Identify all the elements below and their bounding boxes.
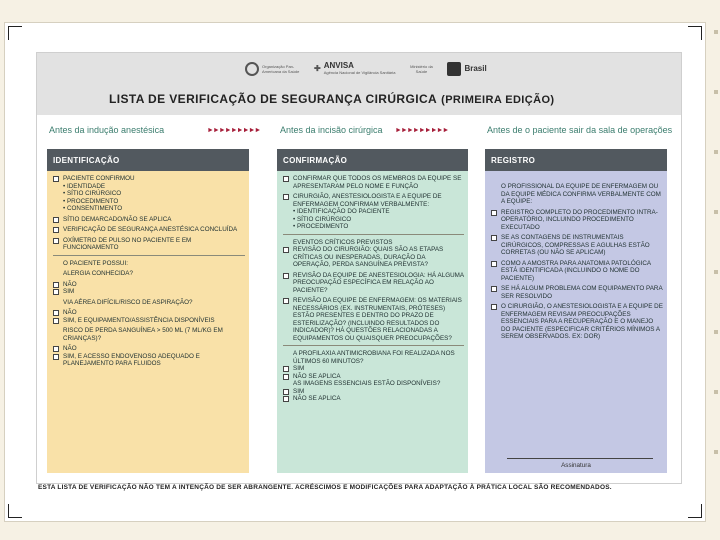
list-item: REGISTRO COMPLETO DO PROCEDIMENTO INTRA-OPERATÓRIO, INCLUINDO PROCEDIMENTO EXECUTADO bbox=[491, 209, 663, 232]
list-item: PACIENTE CONFIRMOU • IDENTIDADE • SÍTIO CIRÚRGICO • PROCEDIMENTO • CONSENTIMENTO bbox=[53, 175, 245, 213]
checkbox[interactable] bbox=[283, 366, 289, 372]
phase-1: Antes da indução anestésica bbox=[49, 125, 165, 135]
column-confirmacao bbox=[277, 149, 468, 473]
side-decoration bbox=[710, 30, 720, 510]
phase-2: Antes da incisão cirúrgica bbox=[280, 125, 383, 135]
crop-mark-bottom-left bbox=[8, 504, 22, 518]
divider bbox=[283, 234, 464, 235]
list-item: SE HÁ ALGUM PROBLEMA COM EQUIPAMENTO PARA SER RESOLVIDO bbox=[491, 285, 663, 300]
checkbox[interactable] bbox=[53, 227, 59, 233]
checkbox[interactable] bbox=[53, 318, 59, 324]
list-item: SIM bbox=[53, 288, 245, 296]
checkbox[interactable] bbox=[491, 304, 497, 310]
crop-mark-top-right bbox=[688, 26, 702, 40]
list-item: O PACIENTE POSSUI: bbox=[63, 259, 128, 267]
checkbox[interactable] bbox=[53, 217, 59, 223]
list-item: SIM, E ACESSO ENDOVENOSO ADEQUADO E PLANEJAMENTO PARA FLUIDOS bbox=[53, 353, 245, 368]
checkbox[interactable] bbox=[283, 273, 289, 279]
checkbox[interactable] bbox=[283, 194, 289, 200]
list-item: NÃO bbox=[53, 281, 245, 289]
checkbox[interactable] bbox=[53, 346, 59, 352]
list-item: NÃO SE APLICA bbox=[283, 395, 464, 403]
checkbox[interactable] bbox=[53, 176, 59, 182]
crop-mark-top-left bbox=[8, 26, 22, 40]
list-item: REVISÃO DA EQUIPE DE ENFERMAGEM: OS MATERIAIS NECESSÁRIOS (EX. INSTRUMENTAIS, PRÓTESES) ESTÃO PRESENTES E DENTRO DO PRAZO DE ESTERILIZAÇÃO? (INCLUINDO RESULTADOS DO INDICADOR)? HÁ QUESTÕES RELACIONADAS A EQUIPAMENTOS OU QUAISQUER PREOCUPAÇÕES? bbox=[283, 297, 464, 342]
ministerio-logo: Ministério da Saúde bbox=[410, 63, 433, 74]
list-item: AS IMAGENS ESSENCIAIS ESTÃO DISPONÍVEIS? bbox=[293, 380, 441, 387]
checkbox[interactable] bbox=[53, 354, 59, 360]
globe-icon bbox=[245, 62, 259, 76]
signature-line[interactable] bbox=[507, 458, 653, 459]
checkbox[interactable] bbox=[283, 389, 289, 395]
list-item: A PROFILAXIA ANTIMICROBIANA FOI REALIZADA NOS ÚLTIMOS 60 MINUTOS? bbox=[293, 350, 455, 365]
list-item: SÍTIO DEMARCADO/NÃO SE APLICA bbox=[53, 216, 245, 224]
opas-logo: Organização Pan-Americana da Saúde bbox=[245, 62, 302, 76]
anvisa-logo: ✚ ANVISA Agência Nacional de Vigilância Sanitária bbox=[314, 61, 396, 75]
list-item: VIA AÉREA DIFÍCIL/RISCO DE ASPIRAÇÃO? bbox=[63, 298, 193, 306]
poster-header bbox=[37, 53, 681, 115]
list-item: COMO A AMOSTRA PARA ANATOMIA PATOLÓGICA ESTÁ IDENTIFICADA (INCLUINDO O NOME DO PACIENTE) bbox=[491, 260, 663, 283]
flag-icon bbox=[447, 62, 461, 76]
list-item: REVISÃO DO CIRURGIÃO: QUAIS SÃO AS ETAPAS CRÍTICAS OU INESPERADAS, DURAÇÃO DA OPERAÇÃO, PERDA SANGUÍNEA PREVISTA? bbox=[283, 246, 464, 269]
arrow-1: ►►►►►►►►► bbox=[207, 127, 261, 134]
list-item: O CIRURGIÃO, O ANESTESIOLOGISTA E A EQUIPE DE ENFERMAGEM REVISAM PREOCUPAÇÕES ESSENCIAIS PARA A RECUPERAÇÃO E O MANEJO DO PACIENTE (ESPECIFICAR CRITÉRIOS MÍNIMOS A SEREM OBSERVADOS. EX: DOR) bbox=[491, 303, 663, 341]
list-item: REVISÃO DA EQUIPE DE ANESTESIOLOGIA: HÁ ALGUMA PREOCUPAÇÃO ESPECÍFICA EM RELAÇÃO AO PACIENTE? bbox=[283, 272, 464, 295]
checkbox[interactable] bbox=[283, 374, 289, 380]
checkbox[interactable] bbox=[283, 176, 289, 182]
checkbox[interactable] bbox=[491, 261, 497, 267]
list-item: EVENTOS CRÍTICOS PREVISTOS bbox=[293, 238, 393, 246]
checkbox[interactable] bbox=[283, 298, 289, 304]
list-item: NÃO bbox=[53, 309, 245, 317]
checkbox[interactable] bbox=[53, 289, 59, 295]
brasil-logo: Brasil bbox=[447, 62, 486, 76]
list-item: O PROFISSIONAL DA EQUIPE DE ENFERMAGEM OU DA EQUIPE MÉDICA CONFIRMA VERBALMENTE COM A EQUIPE: bbox=[501, 183, 661, 205]
divider bbox=[283, 345, 464, 346]
logo-strip bbox=[245, 61, 487, 76]
list-item: RISCO DE PERDA SANGUÍNEA > 500 ML (7 ML/KG EM CRIANÇAS)? bbox=[63, 327, 223, 342]
crop-mark-bottom-right bbox=[688, 504, 702, 518]
phase-row bbox=[37, 125, 681, 139]
checkbox[interactable] bbox=[283, 247, 289, 253]
divider bbox=[53, 255, 245, 256]
column-title: IDENTIFICAÇÃO bbox=[47, 149, 249, 171]
list-item: SIM, E EQUIPAMENTO/ASSISTÊNCIA DISPONÍVEIS bbox=[53, 317, 245, 325]
list-item: NÃO SE APLICA bbox=[283, 373, 464, 381]
arrow-2: ►►►►►►►►► bbox=[395, 127, 449, 134]
column-title: REGISTRO bbox=[485, 149, 667, 171]
list-item: OXÍMETRO DE PULSO NO PACIENTE E EM FUNCIONAMENTO bbox=[53, 237, 245, 252]
checkbox[interactable] bbox=[53, 282, 59, 288]
list-item: SE AS CONTAGENS DE INSTRUMENTAIS CIRÚRGICOS, COMPRESSAS E AGULHAS ESTÃO CORRETAS (OU NÃO SE APLICAM) bbox=[491, 234, 663, 257]
checkbox[interactable] bbox=[491, 286, 497, 292]
list-item: CIRURGIÃO, ANESTESIOLOGISTA E A EQUIPE DE ENFERMAGEM CONFIRMAM VERBALMENTE: • IDENTIFICAÇÃO DO PACIENTE • SÍTIO CIRÚRGICO • PROCEDIMENTO bbox=[283, 193, 464, 231]
column-identificacao bbox=[47, 149, 249, 473]
column-title: CONFIRMAÇÃO bbox=[277, 149, 468, 171]
list-item: SIM bbox=[283, 365, 464, 373]
signature-label: Assinatura bbox=[561, 462, 591, 469]
checklist-poster bbox=[36, 52, 682, 484]
checkbox[interactable] bbox=[491, 235, 497, 241]
checkbox[interactable] bbox=[53, 238, 59, 244]
list-item: ALERGIA CONHECIDA? bbox=[63, 270, 133, 277]
poster-title: LISTA DE VERIFICAÇÃO DE SEGURANÇA CIRÚRGICA (PRIMEIRA EDIÇÃO) bbox=[109, 92, 555, 106]
footer-disclaimer: ESTA LISTA DE VERIFICAÇÃO NÃO TEM A INTENÇÃO DE SER ABRANGENTE. ACRÉSCIMOS E MODIFICAÇÕES PARA ADAPTAÇÃO À PRÁTICA LOCAL SÃO RECOMENDADOS. bbox=[38, 484, 612, 491]
list-item: CONFIRMAR QUE TODOS OS MEMBROS DA EQUIPE SE APRESENTARAM PELO NOME E FUNÇÃO bbox=[283, 175, 464, 190]
list-item: NÃO bbox=[53, 345, 245, 353]
checkbox[interactable] bbox=[491, 210, 497, 216]
column-body bbox=[277, 171, 468, 473]
column-body bbox=[47, 171, 249, 473]
checkbox[interactable] bbox=[283, 396, 289, 402]
column-registro bbox=[485, 149, 667, 473]
column-body bbox=[485, 171, 667, 473]
phase-3: Antes de o paciente sair da sala de operações bbox=[487, 125, 673, 135]
checkbox[interactable] bbox=[53, 310, 59, 316]
list-item: SIM bbox=[283, 388, 464, 396]
list-item: VERIFICAÇÃO DE SEGURANÇA ANESTÉSICA CONCLUÍDA bbox=[53, 226, 245, 234]
